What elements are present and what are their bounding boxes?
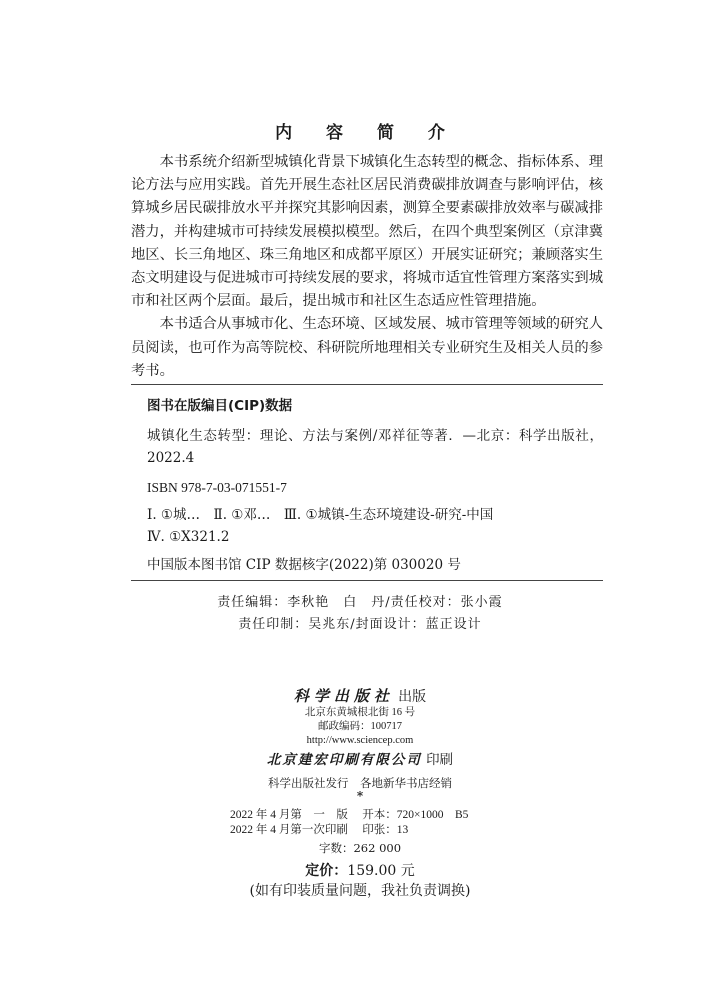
publisher-name: 科学出版社 <box>293 687 394 705</box>
price-value: 159.00 元 <box>347 863 415 879</box>
cip-classification <box>147 504 603 548</box>
publisher-address: 北京东黄城根北街 16 号 <box>304 707 416 718</box>
summary-paragraph: 本书系统介绍新型城镇化背景下城镇化生态转型的概念、指标体系、理论方法与应用实践。首先开展生态社区居民消费碳排放调查与影响评估，核算城乡居民碳排放水平并探究其影响因素，测算全要素碳排放效率与碳减排潜力，并构建城市可持续发展模拟模型。然后，在四个典型案例区（京津冀地区、长三角地区、珠三角地区和成都平原区）开展实证研究；兼顾落实生态文明建设与促进城市可持续发展的要求，将城市适宜性管理方案落实到城市和社区两个层面。最后，提出城市和社区生态适应性管理措施。 <box>131 154 603 310</box>
cip-classification-line: Ⅰ. ①城… Ⅱ. ①邓… Ⅲ. ①城镇-生态环境建设-研究-中国 <box>147 507 494 523</box>
word-count: 字数：262 000 <box>318 841 402 855</box>
quality-notice: (如有印装质量问题，我社负责调换) <box>249 883 471 899</box>
printer-suffix: 印刷 <box>426 752 454 768</box>
cip-classification-line: Ⅳ. ①X321.2 <box>147 529 230 545</box>
price-line <box>0 860 720 880</box>
publisher-suffix: 出版 <box>398 689 427 705</box>
price-label: 定价： <box>305 863 348 879</box>
publisher-postcode: 邮政编码：100717 <box>318 721 402 732</box>
cip-top-divider <box>131 384 603 385</box>
printer-name: 北京建宏印刷有限公司 <box>266 752 422 768</box>
publisher-line <box>0 685 720 706</box>
printer-line <box>0 748 720 768</box>
summary-title: 内 容 简 介 <box>275 123 459 143</box>
summary-body <box>131 151 603 383</box>
cip-number: 中国版本图书馆 CIP 数据核字(2022)第 030020 号 <box>147 557 461 573</box>
summary-paragraph: 本书适合从事城市化、生态环境、区域发展、城市管理等领域的研究人员阅读，也可作为高等院校、科研院所地理相关专业研究生及相关人员的参考书。 <box>131 316 603 379</box>
edition-spec-line: 2022 年 4 月第 一 版 开本：720×1000 B5 <box>230 809 469 821</box>
cip-bottom-divider <box>131 580 603 581</box>
cip-isbn: ISBN 978-7-03-071551-7 <box>147 480 287 495</box>
cip-description: 城镇化生态转型：理论、方法与案例/邓祥征等著．—北京：科学出版社，2022.4 <box>147 428 603 466</box>
production-line: 责任印制：吴兆东/封面设计：蓝正设计 <box>238 617 482 632</box>
publisher-url: http://www.sciencep.com <box>306 735 414 746</box>
separator-star: * <box>356 789 364 803</box>
editors-line: 责任编辑：李秋艳 白 丹/责任校对：张小霞 <box>217 595 503 610</box>
cip-heading: 图书在版编目(CIP)数据 <box>147 398 293 414</box>
printing-spec-line: 2022 年 4 月第一次印刷 印张：13 <box>230 824 409 836</box>
distribution-line: 科学出版社发行 各地新华书店经销 <box>268 776 452 790</box>
